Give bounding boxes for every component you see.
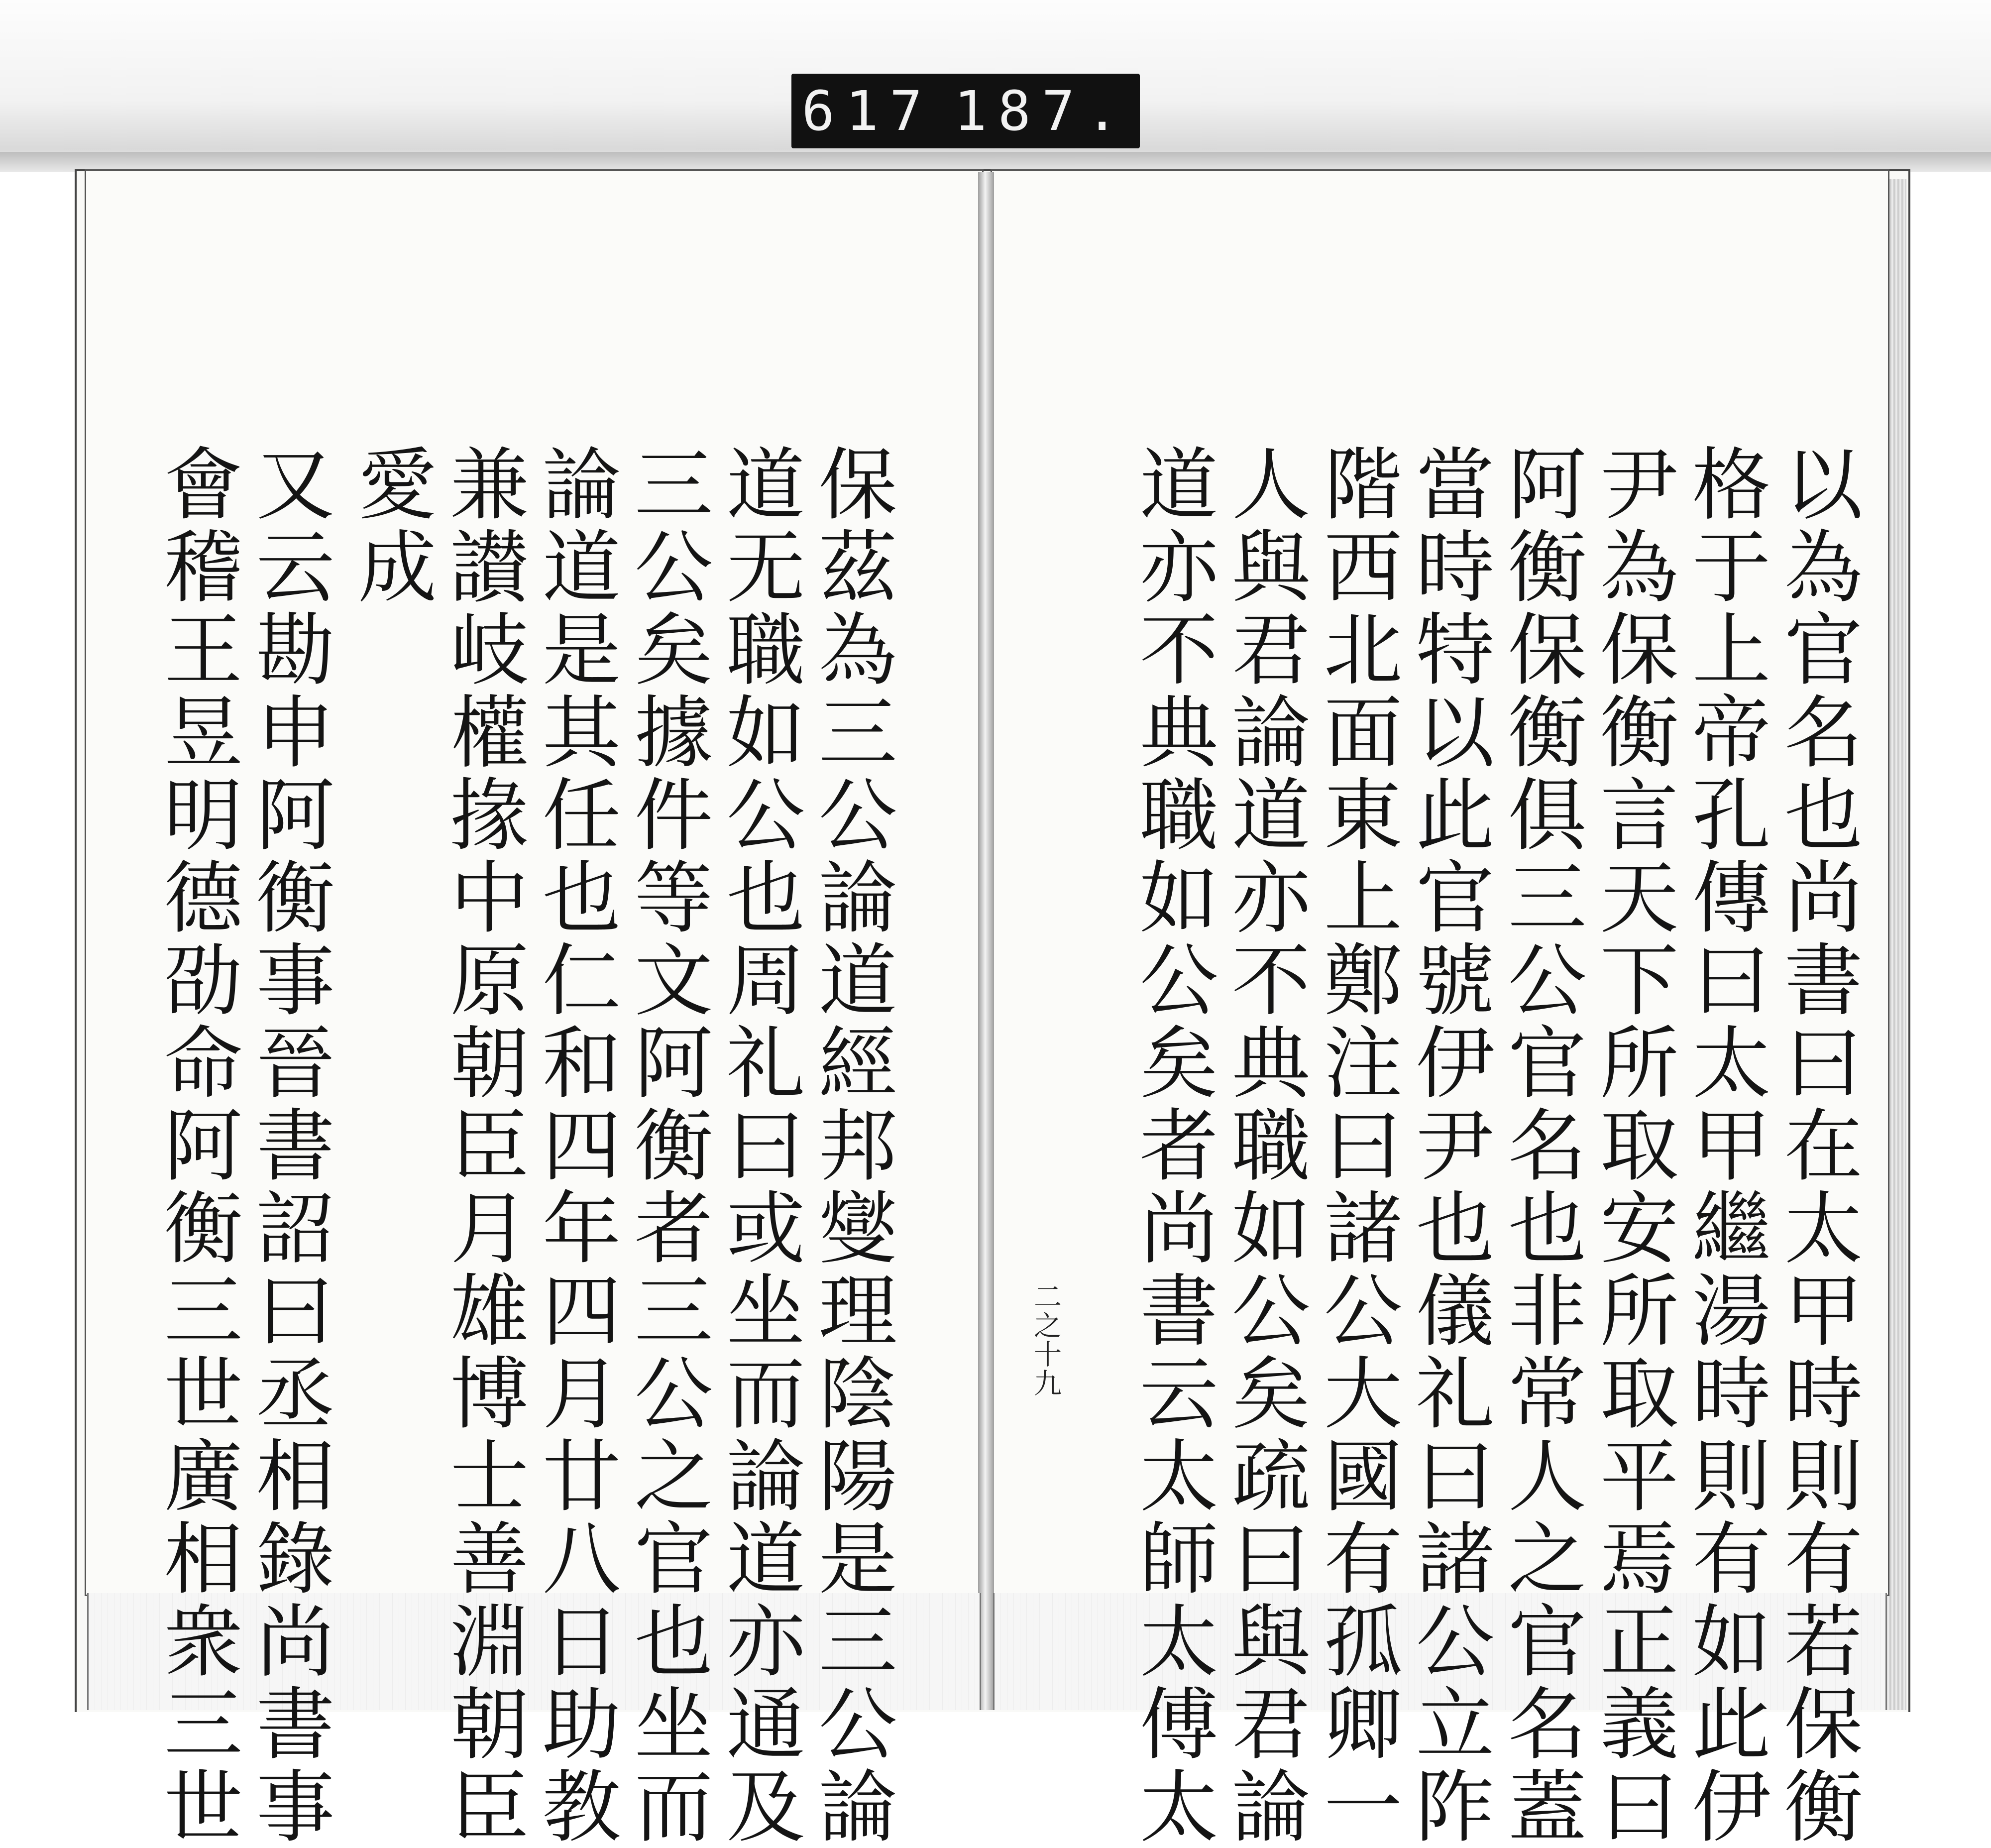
left-page-column-1: 保茲為三公論道經邦燮理陰陽是三公論 [805, 443, 897, 1848]
right-page-column-3: 尹為保衡言天下所取安所取平焉正義曰 [1587, 443, 1678, 1848]
book-gutter [978, 172, 994, 1710]
right-page-column-4: 阿衡保衡俱三公官名也非常人之官名蓋 [1495, 443, 1586, 1848]
left-page-column-5: 兼讃岐權掾中原朝臣月雄博士善淵朝臣 [437, 443, 529, 1848]
shelf-number-right: 187. [954, 79, 1130, 143]
page-folio-number: 二之十九 [1029, 1282, 1062, 1397]
left-page-column-4: 論道是其任也仁和四年四月廿八日助教 [529, 443, 621, 1848]
right-page-column-7: 人與君論道亦不典職如公矣疏曰與君論 [1218, 443, 1310, 1848]
left-page-column-8: 會稽王昱明德劭命阿衡三世廣相衆三世 [151, 443, 242, 1848]
scan-bar [0, 152, 1991, 172]
left-page-column-6: 愛成 [345, 443, 437, 608]
shelf-number-label [791, 74, 1140, 148]
right-page-column-6: 階西北面東上鄭注曰諸公大國有孤卿一 [1311, 443, 1402, 1848]
right-page-column-1: 以為官名也尚書曰在太甲時則有若保衡 [1771, 443, 1863, 1848]
left-page-column-7: 又云勘申阿衡事晉書詔曰丞相錄尚書事 [243, 443, 334, 1848]
right-page-column-8: 道亦不典職如公矣者尚書云太師太傅太 [1126, 443, 1218, 1848]
right-page-column-5: 當時特以此官號伊尹也儀礼曰諸公立阼 [1403, 443, 1494, 1848]
page-edges-stack [1886, 179, 1906, 1710]
left-page-column-3: 三公矣據件等文阿衡者三公之官也坐而 [621, 443, 713, 1848]
left-page-column-2: 道无職如公也周礼曰或坐而論道亦通及 [713, 443, 805, 1848]
right-page-column-2: 格于上帝孔傳曰太甲繼湯時則有如此伊 [1679, 443, 1770, 1848]
shelf-number-left: 617 [801, 79, 934, 143]
